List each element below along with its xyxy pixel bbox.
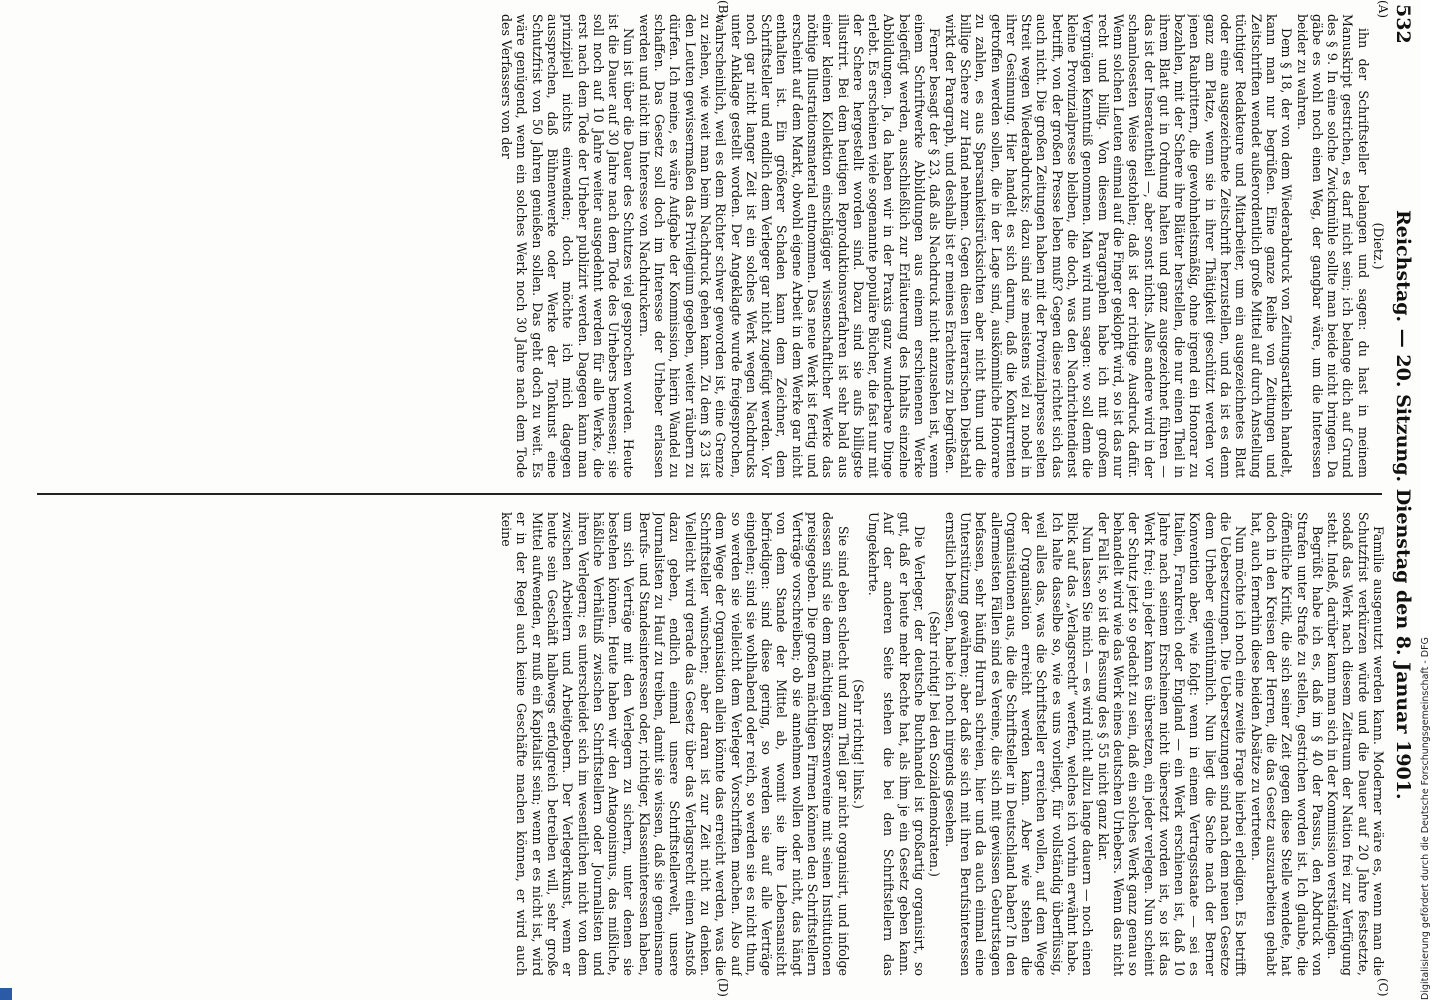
dfg-logo-icon [0, 988, 12, 1000]
margin-marker-b: (B) [716, 0, 730, 19]
margin-marker-d: (D) [716, 978, 730, 997]
paragraph: Dem § 18, der von dem Wiederabdruck von Zeitungsartikeln handelt, kann man nur begrüßen. Eine ganze Reihe von Zeitungen und Zeitschriften wendet außerordentlich große Mittel auf durch Anstellung tüchtiger Redakteure und Mitarbeiter, um ein ausgezeichnetes Blatt oder eine ausgezeichnete Zeitschrift herzustellen, und da ist es denn ganz am Platze, wenn sie in ihrer Thätigkeit geschützt werden vor jenen Raubrittern, die gewohnheitsmäßig, ohne irgend ein Honorar zu bezahlen, mit der Schere ihre Blätter herstellen, die nur einen Theil in ihrem Blatt gut in Ordnung halten und ganz ausgezeichnet führen — das ist der Inseratentheil —, aber sonst nichts. Alles andere wird in der schamlosesten Weise gestohlen; daß ist der richtige Ausdruck dafür. Wenn solchen Leuten einmal auf die Finger geklopft wird, so ist das nur recht und billig. Von diesem Paragraphen habe ich mit großem Vergnügen Kenntniß genommen. Man wird nun sagen: wo soll denn die kleine Provinzialpresse bleiben, die doch, was den Nachrichtendienst betrifft, von der großen Presse leben muß? Gegen diese richtet sich das auch nicht. Die großen Zeitungen haben mit der Provinzialpresse selten Streit wegen Wiederabdrucks; dazu sind sie meistens viel zu nobel in ihrer Gesinnung. Hier handelt es sich darum, daß die Konkurrenten getroffen werden sollen, die in der Lage sind, auskömmliche Honorare zu zahlen, es aus Sparsamkeitsrücksichten aber nicht thun und die billige Schere zur Hand nehmen. Gegen diesen literarischen Diebstahl wirkt der Paragraph, und deshalb ist er meines Erachtens zu begrüßen. [942, 14, 1295, 478]
left-column [26, 14, 1386, 478]
interjection: (Sehr richtig! links.) [850, 679, 866, 809]
page-title: Reichstag. — 20. Sitzung. Dienstag den 8. Januar 1901. [1392, 210, 1414, 800]
margin-marker-a: (A) [1376, 0, 1390, 19]
paragraph: Familie ausgenutzt werden kann. Moderner wäre es, wenn man die Schutzfrist verkürzen würde und die Dauer auf 20 Jahre festsetzte, sodaß das Werk nach diesem Zeitraum der Nation frei zur Verfügung steht. Indeß, darüber kann man sich in der Kommission verständigen. [1325, 512, 1386, 976]
paragraph: Die Verleger, der deutsche Buchhandel ist großartig organisirt, so gut, daß er heute mehr Rechte hat, als ihm je ein Gesetz geben kann. Auf der anderen Seite stehen die bei den Schriftstellern das Umgekehrte. [866, 512, 928, 976]
paragraph: Nun ist über die Dauer des Schutzes viel gesprochen worden. Heute ist die Dauer auf 30 Jahre nach dem Tode des Urhebers bemessen; sie soll noch auf 10 Jahre weiter ausgedehnt werden für alle Werke, die erst nach dem Tode der Urheber publizirt werden. Dagegen kann man prinzipiell nichts einwenden; doch möchte ich mich dagegen aussprechen, daß Bühnenwerke oder Werke der Tonkunst eine Schutzfrist von 50 Jahren genießen sollen. Das geht doch zu weit. Es wäre genügend, wenn ein solches Werk noch 30 Jahre nach dem Tode des Verfassers von der [499, 14, 637, 478]
digitization-footer [1420, 10, 1432, 1000]
page-number: 532 [1392, 4, 1414, 44]
paragraph: Ferner besagt der § 23, daß als Nachdruck nicht anzusehen ist, wenn einem Schriftwerke Abbildungen aus einem erschienenen Werke beigefügt werden, ausschließlich zur Erläuterung des Inhalts einzelne Abbildungen. Ja, da haben wir in der Praxis ganz wunderbare Dinge erlebt. Es erscheinen viele sogenannte populäre Bücher, die fast nur mit der Schere hergestellt worden sind. Dazu sind sie aufs billigste illustrirt. Bei dem heutigen Reproduktionsverfahren ist sehr bald aus einer kleinen Kollektion einschlägiger wissenschaftlicher Werke das nöthige Illustrationsmaterial entnommen. Das neue Werk ist fertig und erscheint auf dem Markt, obwohl eigene Arbeit in dem Werke gar nicht enthalten ist. Ein größerer Schaden kann dem Zeichner, dem Schriftsteller und endlich dem Verleger gar nicht zugefügt werden. Vor noch gar nicht langer Zeit ist ein solches Werk wegen Nachdrucks unter Anklage gestellt worden. Der Angeklagte wurde freigesprochen, wahrscheinlich, weil es dem Richter schwer geworden ist, eine Grenze zu ziehen, wie weit man beim Nachdruck gehen kann. Zu dem § 23 ist den Leuten gewissermaßen das Privilegium gegeben, weiter räubern zu dürfen. Ich meine, es wäre Aufgabe der Kommission, hierin Wandel zu schaffen. Das Gesetz soll doch im Interesse der Urheber erlassen werden und nicht im Interesse von Nachdruckern. [636, 14, 943, 478]
footer-text: Digitalisierung gefördert durch die Deutsche Forschungsgemeinschaft - DFG [1420, 637, 1431, 1000]
paragraph: Begrüßt habe ich es, daß im § 40 der Passus, den Abdruck von Strafen unter Strafe zu stellen, gestrichen worden ist. Ich glaube, die öffentliche Kritik, die sich seiner Zeit gegen diese Stelle wendete, hat doch in den Kreisen der Herren, die das Gesetz auszuarbeiten gehabt hat, auch fernerhin diese beiden Absätze zu vertreten. [1248, 512, 1325, 976]
paragraph: Nun möchte ich noch eine zweite Frage hierbei erledigen. Es betrifft die Uebersetzungen. Die Uebersetzungen sind nach dem neuen Gesetze dem Urheber eigenthümlich. Nun liegt die Sache nach der Berner Konvention aber, wie folgt: wenn in einem Vertragsstaate — sei es Italien, Frankreich oder England — ein Werk erschienen ist, daß 10 Jahre nach seinem Erscheinen nicht übersetzt worden ist, so ist das Werk frei; ein jeder kann es übersetzen, ein jeder verlegen. Nun scheint der Schutz jetzt so gedacht zu sein, daß ein solches Werk ganz genau so behandelt wird wie das Werk eines deutschen Urhebers. Wenn das nicht der Fall ist, so ist die Fassung des § 55 nicht ganz klar. [1095, 512, 1249, 976]
margin-marker-c: (C) [1376, 978, 1390, 997]
paragraph: Nun lassen Sie mich — es wird nicht allzu lange dauern — noch einen Blick auf das „Verlagsrecht“ werfen, welches ich vorhin erwähnt habe. Ich halte dasselbe so, wie es uns vorliegt, für vollständig überflüssig, weil alles das, was die Schriftsteller erreichen wollen, auf dem Wege der Organisation erreicht werden kann. Aber wie stehen die Organisationen aus, die die Schriftsteller in Deutschland haben? In den allermeisten Fällen sind es Vereine, die sich mit gewissen Geburtstagen befassen, sehr häufig Hurrah schreien, hier und da auch einmal eine Unterstützung gewähren; aber daß sie sich mit ihren Berufsinteressen ernstlich befassen, habe ich noch nirgends gesehen. [942, 512, 1096, 976]
speaker-label: (Dietz.) [1371, 222, 1386, 270]
page-header [1380, 0, 1420, 1000]
column-divider [37, 493, 1382, 495]
right-column [26, 512, 1386, 976]
paragraph: Sie sind eben schlecht und zum Theil gar nicht organisirt, und infolge dessen sind sie dem mächtigen Börsenvereine mit seinen Institutionen preisgegeben. Die großen mächtigen Firmen können den Schriftstellern Verträge vorschreiben; ob sie annehmen wollen oder nicht, das hängt von dem Stande der Mittel ab, womit sie ihre Lebensansicht befriedigen: sind diese gering, so werden sie auf alle Verträge eingehen; sind sie wohlhabend oder reich, so werden sie es nicht thun, so werden sie vielleicht dem Verleger Vorschriften machen. Also auf dem Wege der Organisation allein könnte das erreicht werden, was die Schriftsteller wünschen; aber daran ist zur Zeit nicht zu denken. Vielleicht wird gerade das Gesetz über das Verlagsrecht einen Anstoß dazu geben, endlich einmal unsere Schriftstellerwelt, unsere Journalisten zu Hauf zu treiben, damit sie wissen, daß sie gemeinsame Berufs- und Standesinteressen oder, richtiger, Klasseninteressen haben, um sich Verträge mit den Verlegern zu sichern, unter denen sie bestehen können. Heute haben wir den Antagonismus, das mißliche, häßliche Verhältniß zwischen Schriftstellern oder Journalisten und ihren Verlegern; es unterscheidet sich im wesentlichen nicht von dem zwischen Arbeitern und Arbeitgebern. Der Verlegerkunst, wenn er heute sein Geschäft halbwegs erfolgreich betreiben will, sehr große Mittel aufwenden, er muß ein Kapitalist sein; wenn er es nicht ist, wird er in der Regel auch keine Geschäfte machen können, er wird auch keine [499, 512, 851, 976]
interjection: (Sehr richtig! bei den Sozialdemokraten.) [927, 611, 943, 877]
paragraph: ihn der Schriftsteller belangen und sagen: du hast in meinem Manuskript gestrichen, es darf nicht sein; ich belange dich auf Grund des § 9. In eine solche Zwickmühle sollte man beide nicht bringen. Da gäbe es wohl noch einen Weg, der gangbar wäre, um die Interessen beider zu wahren. [1294, 14, 1371, 478]
